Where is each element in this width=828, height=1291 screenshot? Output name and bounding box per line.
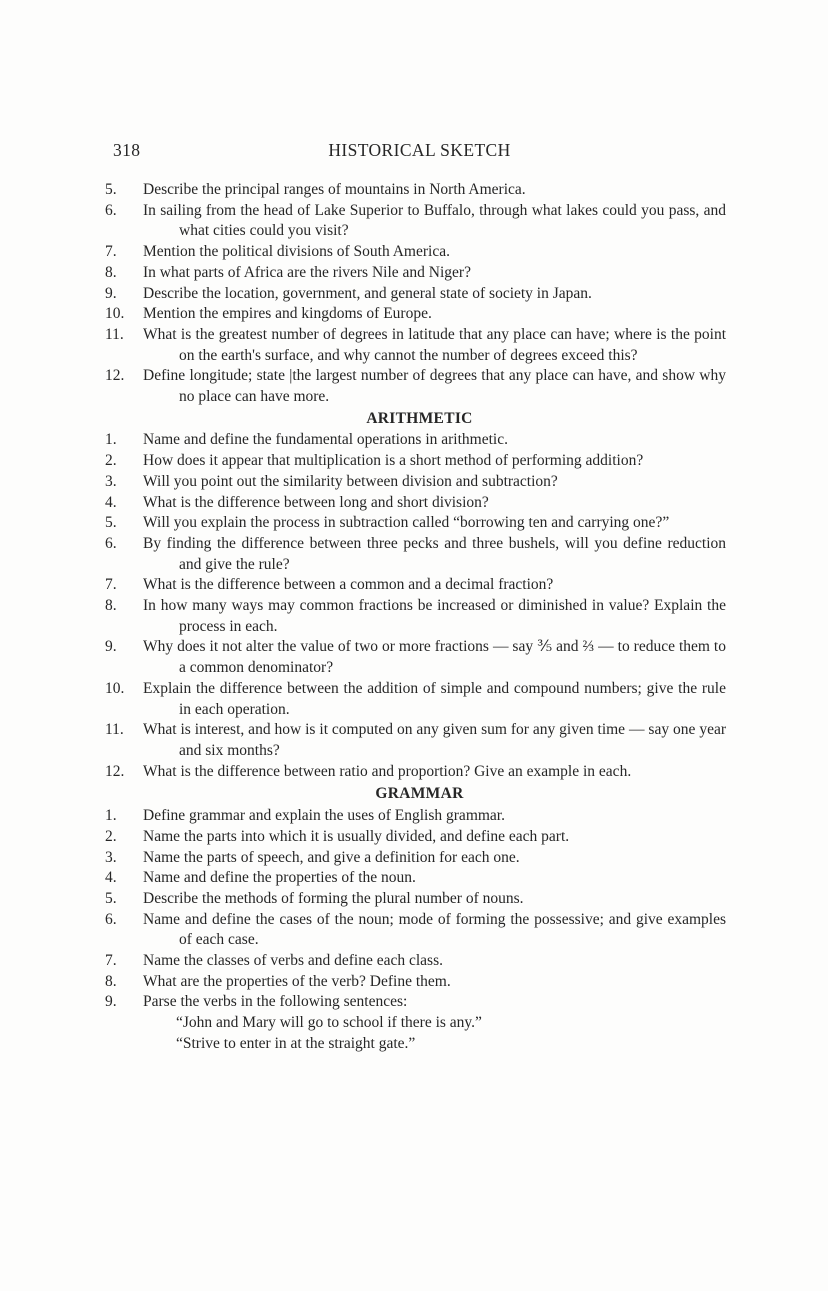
item-text: Why does it not alter the value of two or more fractions — say ⅗ and ⅔ — to reduce them to a common denominator? <box>143 638 726 677</box>
arithmetic-section <box>105 430 726 782</box>
item-text: Explain the difference between the addition of simple and compound numbers; give the rule in each operation. <box>143 679 726 718</box>
list-item <box>105 848 726 869</box>
grammar-section <box>105 806 726 1054</box>
item-number: 11. <box>105 325 124 343</box>
example-sentence: “John and Mary will go to school if there is any.” <box>176 1014 482 1032</box>
item-number: 5. <box>105 889 117 907</box>
item-text: Describe the principal ranges of mountains in North America. <box>143 181 526 198</box>
item-number: 1. <box>105 807 117 825</box>
list-item <box>105 263 726 284</box>
item-text: What is the difference between a common and a decimal fraction? <box>143 576 554 594</box>
item-text: Describe the location, government, and general state of society in Japan. <box>143 284 592 302</box>
list-item <box>105 180 726 201</box>
list-item <box>105 325 726 366</box>
item-text: In what parts of Africa are the rivers Nile and Niger? <box>143 263 471 281</box>
example-sentence: “Strive to enter in at the straight gate.” <box>176 1034 416 1052</box>
item-text: By finding the difference between three pecks and three bushels, will you define reduction and give the rule? <box>143 534 726 573</box>
item-number: 9. <box>105 993 117 1011</box>
item-number: 12. <box>105 367 125 385</box>
section-title-arithmetic: ARITHMETIC <box>366 409 473 427</box>
list-item <box>105 242 726 263</box>
item-number: 9. <box>105 284 117 302</box>
running-head: HISTORICAL SKETCH <box>328 140 511 160</box>
list-item <box>105 493 726 514</box>
item-text: In how many ways may common fractions be increased or diminished in value? Explain the process in each. <box>143 597 726 635</box>
list-item <box>105 366 726 407</box>
list-item <box>105 889 726 910</box>
item-number: 6. <box>105 201 117 219</box>
item-text: What is the greatest number of degrees in latitude that any place can have; where is the point on the earth's surface, and why cannot the number of degrees exceed this? <box>143 325 726 364</box>
item-number: 2. <box>105 452 117 470</box>
item-number: 8. <box>105 972 117 990</box>
item-text: How does it appear that multiplication is a short method of performing addition? <box>143 452 644 470</box>
item-text: Mention the empires and kingdoms of Europe. <box>143 305 432 323</box>
item-text: Describe the methods of forming the plural number of nouns. <box>143 889 524 907</box>
item-text: Name the parts into which it is usually divided, and define each part. <box>143 827 570 845</box>
page-header <box>113 140 726 164</box>
list-item <box>105 513 726 534</box>
list-item <box>105 451 726 472</box>
item-text: In sailing from the head of Lake Superior to Buffalo, through what lakes could you pass, and what cities could you visit? <box>143 201 726 240</box>
item-text: What are the properties of the verb? Define them. <box>143 972 451 990</box>
item-number: 2. <box>105 827 117 845</box>
item-number: 8. <box>105 597 117 615</box>
item-number: 4. <box>105 493 117 511</box>
item-text: Will you explain the process in subtraction called “borrowing ten and carrying one?” <box>143 514 670 532</box>
list-item <box>105 806 726 827</box>
list-item <box>105 534 726 575</box>
item-number: 8. <box>105 263 117 281</box>
list-item <box>105 472 726 493</box>
list-item <box>105 637 726 678</box>
list-item <box>105 284 726 305</box>
section-title-grammar: GRAMMAR <box>375 785 464 803</box>
item-text: Name and define the fundamental operations in arithmetic. <box>143 431 508 449</box>
page-number: 318 <box>113 140 141 160</box>
list-item <box>105 304 726 325</box>
item-text: Name and define the cases of the noun; mode of forming the possessive; and give examples of each case. <box>143 910 726 949</box>
item-text: Define longitude; state |the largest number of degrees that any place can have, and show why no place can have more. <box>143 367 726 406</box>
list-item <box>105 868 726 889</box>
list-item <box>105 201 726 242</box>
item-number: 4. <box>105 869 117 887</box>
item-text: Will you point out the similarity between division and subtraction? <box>143 472 558 490</box>
list-item <box>105 430 726 451</box>
item-text: What is the difference between ratio and proportion? Give an example in each. <box>143 762 632 780</box>
list-item <box>105 720 726 761</box>
item-number: 5. <box>105 514 117 532</box>
item-number: 3. <box>105 472 117 490</box>
list-item <box>105 679 726 720</box>
item-text: What is interest, and how is it computed on any given sum for any given time — say one year and six months? <box>143 721 726 759</box>
list-item <box>105 762 726 783</box>
item-text: Define grammar and explain the uses of English grammar. <box>143 807 505 825</box>
list-item <box>105 575 726 596</box>
list-item <box>105 596 726 637</box>
item-number: 7. <box>105 243 117 261</box>
list-item <box>105 951 726 972</box>
item-number: 12. <box>105 762 125 780</box>
item-number: 10. <box>105 305 125 323</box>
list-item <box>105 910 726 951</box>
list-item <box>105 992 726 1013</box>
page-content <box>105 180 726 1055</box>
item-text: Name and define the properties of the noun. <box>143 869 416 887</box>
item-number: 6. <box>105 534 117 552</box>
item-number: 9. <box>105 638 117 656</box>
list-item <box>105 827 726 848</box>
list-item <box>105 972 726 993</box>
item-text: Name the classes of verbs and define each class. <box>143 952 443 970</box>
item-number: 1. <box>105 431 117 449</box>
item-text: Mention the political divisions of South America. <box>143 243 450 261</box>
item-number: 7. <box>105 952 117 970</box>
item-number: 10. <box>105 679 125 697</box>
item-number: 5. <box>105 181 117 198</box>
item-text: What is the difference between long and short division? <box>143 493 489 511</box>
item-text: Name the parts of speech, and give a definition for each one. <box>143 848 520 866</box>
item-text: Parse the verbs in the following sentences: <box>143 993 408 1011</box>
item-number: 7. <box>105 576 117 594</box>
item-number: 3. <box>105 848 117 866</box>
item-number: 11. <box>105 721 124 739</box>
item-number: 6. <box>105 910 117 928</box>
geography-section <box>105 180 726 408</box>
